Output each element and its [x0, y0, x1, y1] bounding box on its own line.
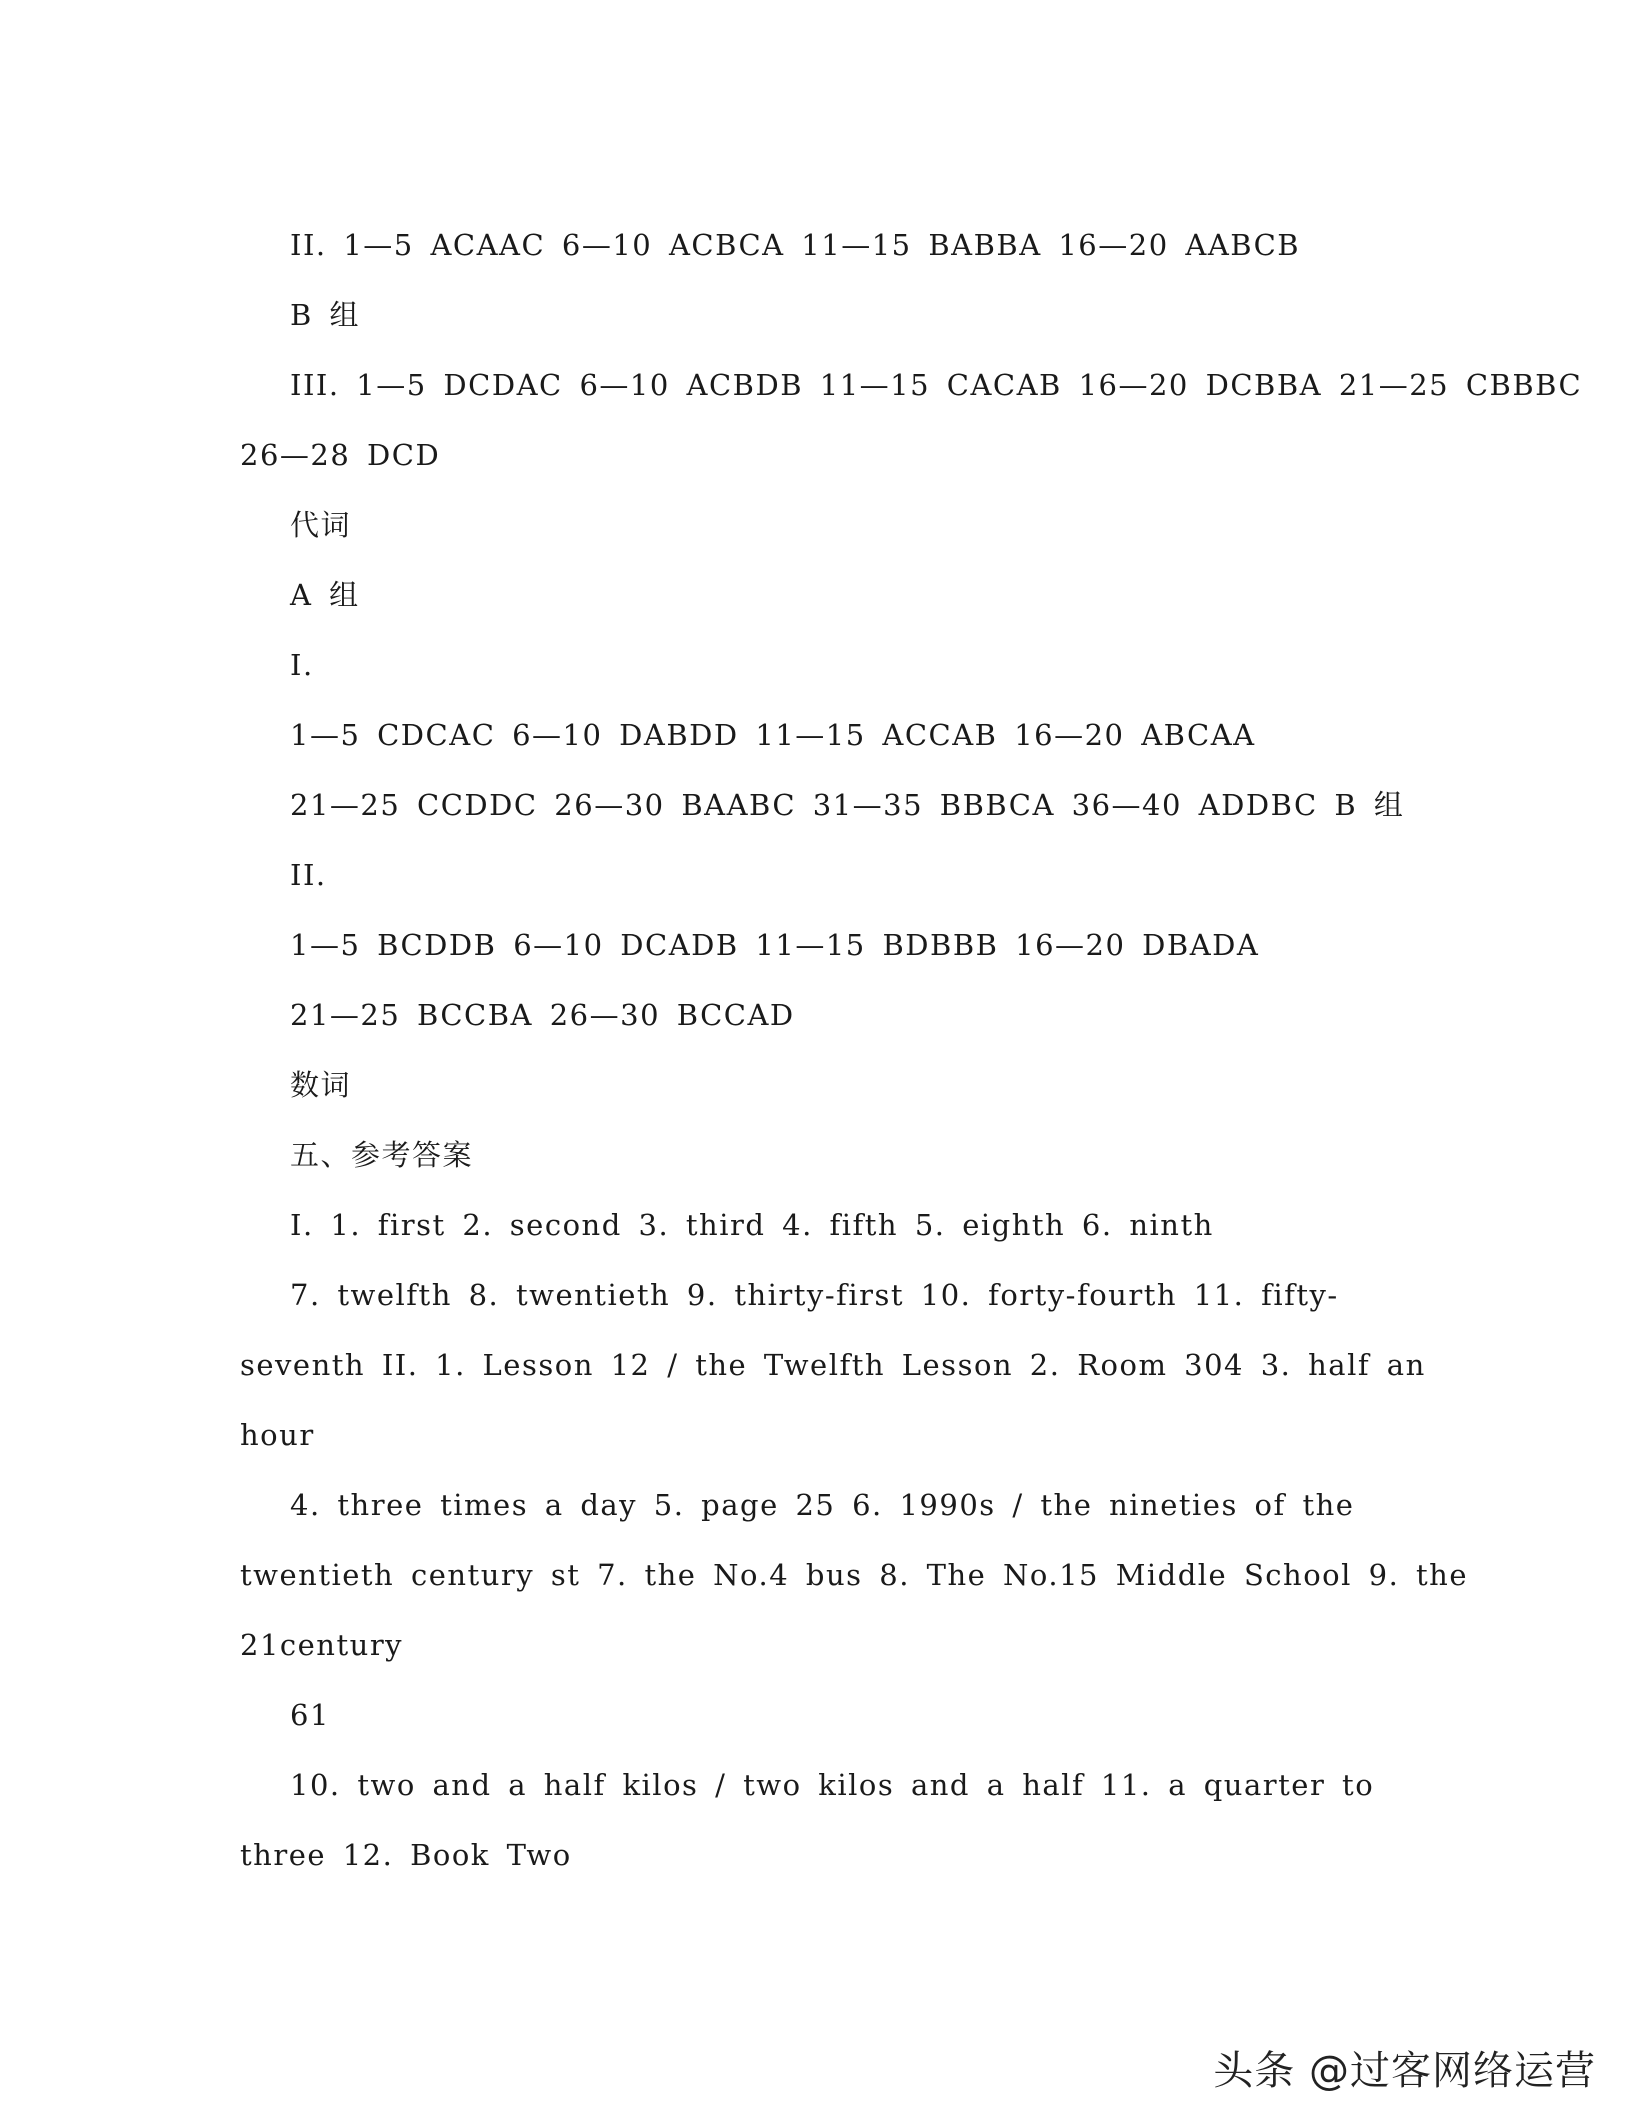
group-heading: A 组 [290, 578, 360, 612]
section-heading: 数词 [290, 1068, 352, 1102]
text-line: II. 1—5 ACAAC 6—10 ACBCA 11—15 BABBA 16—20 AABCB [290, 228, 1301, 262]
answer-key-text [240, 210, 1583, 1890]
text-line: 21—25 CCDDC 26—30 BAABC 31—35 BBBCA 36—40 ADDBC B 组 [290, 788, 1405, 822]
section-heading: 五、参考答案 [290, 1138, 474, 1172]
text-line: B 组 [290, 298, 361, 332]
page-number: 61 [290, 1698, 330, 1732]
text-line: 26—28 DCD [240, 438, 441, 472]
text-line: hour [240, 1418, 315, 1452]
text-line: 1—5 BCDDB 6—10 DCADB 11—15 BDBBB 16—20 DBADA [290, 928, 1260, 962]
section-heading: 代词 [290, 508, 352, 542]
text-line: twentieth century st 7. the No.4 bus 8. The No.15 Middle School 9. the [240, 1558, 1469, 1592]
text-line: 7. twelfth 8. twentieth 9. thirty-first 10. forty-fourth 11. fifty- [290, 1278, 1339, 1312]
text-line: 21century [240, 1628, 404, 1662]
text-line: 10. two and a half kilos / two kilos and a half 11. a quarter to [290, 1768, 1375, 1802]
watermark-logo: 头条 @过客网络运营 [1213, 2048, 1596, 2094]
text-line: 21—25 BCCBA 26—30 BCCAD [290, 998, 795, 1032]
text-line: 4. three times a day 5. page 25 6. 1990s / the nineties of the [290, 1488, 1355, 1522]
text-line: seventh II. 1. Lesson 12 / the Twelfth Lesson 2. Room 304 3. half an [240, 1348, 1426, 1382]
text-line: three 12. Book Two [240, 1838, 572, 1872]
text-line: II. [290, 858, 327, 892]
text-line: III. 1—5 DCDAC 6—10 ACBDB 11—15 CACAB 16—20 DCBBA 21—25 CBBBC [290, 368, 1583, 402]
text-line: I. 1. first 2. second 3. third 4. fifth 5. eighth 6. ninth [290, 1208, 1214, 1242]
text-line: 1—5 CDCAC 6—10 DABDD 11—15 ACCAB 16—20 ABCAA [290, 718, 1256, 752]
text-line: I. [290, 648, 314, 682]
